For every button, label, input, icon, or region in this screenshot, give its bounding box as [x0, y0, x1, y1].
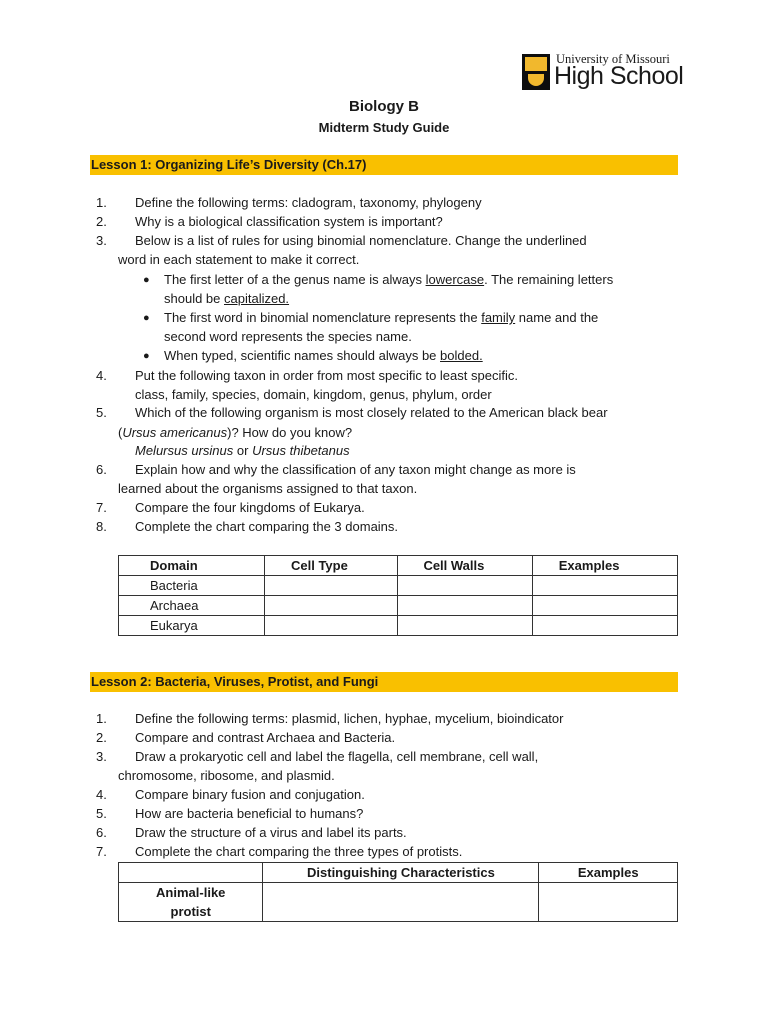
- table-row: Animal-like protist: [119, 883, 678, 922]
- table-header-row: Distinguishing Characteristics Examples: [119, 863, 678, 883]
- lesson1-heading: Lesson 1: Organizing Life’s Diversity (Ch.17): [90, 155, 678, 175]
- school-logo: [522, 50, 682, 94]
- mu-logo-icon: [522, 54, 550, 90]
- logo-university-text: University of Missouri: [556, 52, 670, 66]
- page-subtitle: Midterm Study Guide: [318, 120, 450, 135]
- protists-table: [118, 862, 678, 922]
- table-row: Archaea: [119, 596, 678, 616]
- table-header-row: Domain Cell Type Cell Walls Examples: [119, 556, 678, 576]
- lesson2-heading: Lesson 2: Bacteria, Viruses, Protist, and Fungi: [90, 672, 678, 692]
- page-title: Biology B: [349, 98, 419, 115]
- table-row: Eukarya: [119, 616, 678, 636]
- domains-table: [118, 555, 678, 636]
- bullet-icon: ●: [143, 312, 150, 324]
- table-row: Bacteria: [119, 576, 678, 596]
- logo-highschool-text: High School: [554, 62, 684, 90]
- bullet-icon: ●: [143, 274, 150, 286]
- bullet-icon: ●: [143, 350, 150, 362]
